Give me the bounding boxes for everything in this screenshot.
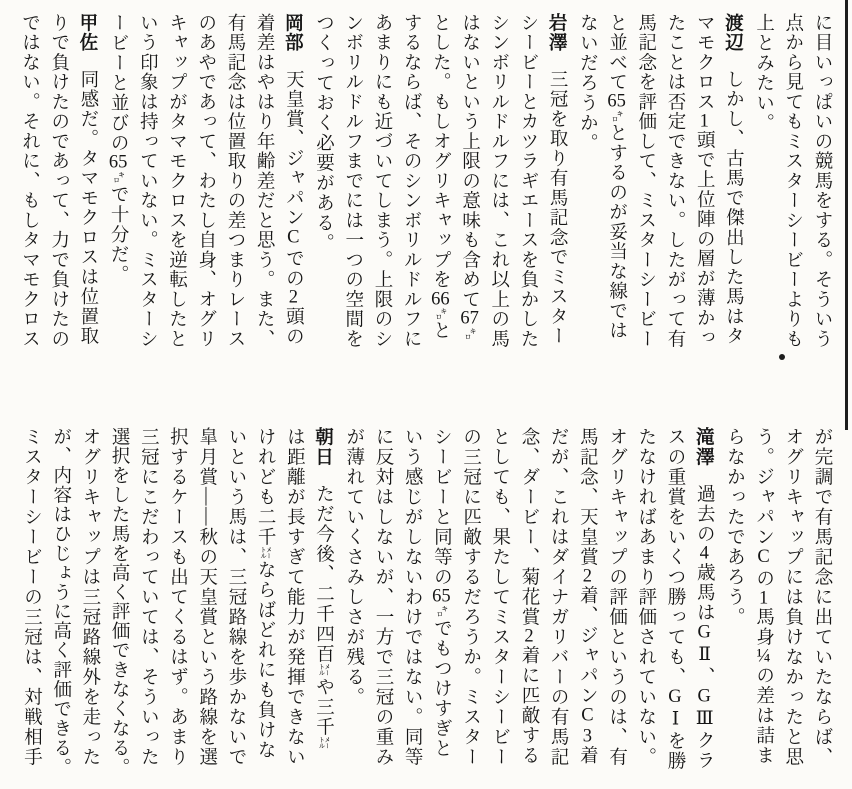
text-column: [543, 427, 572, 777]
text-column: [250, 427, 279, 777]
column-text: キャップがタマモクロスを逆転したと: [166, 13, 187, 349]
text-column: [104, 427, 133, 777]
text-column: [279, 427, 308, 777]
speaker-name: 岩澤: [547, 13, 569, 53]
text-column: [631, 13, 660, 349]
text-column: [718, 13, 748, 349]
text-column: [689, 427, 719, 777]
text-column: [542, 13, 572, 349]
text-column: [308, 427, 338, 777]
column-text: 過去の4歳馬はGⅡ、GⅢクラ: [694, 484, 715, 771]
column-text: 有馬記念は位置取りの差つまりレース: [224, 13, 245, 349]
column-text: 着差はやはり年齢差だと思う。また、: [254, 13, 275, 349]
column-text: シービーとカツラギエースを負かした: [517, 13, 538, 349]
text-column: [249, 13, 278, 349]
text-column: [807, 13, 836, 349]
column-text: スの重賞をいくつ勝っても、GⅠを勝: [664, 427, 685, 771]
text-column: [572, 427, 601, 777]
column-text: シンボリルドルフには、これ以上の馬: [488, 13, 509, 349]
speaker-name: 岡部: [283, 13, 305, 53]
column-text: オグリキャップは三冠路線外を走った: [79, 427, 100, 767]
column-text: 三冠にこだわっていては、そういった: [138, 427, 159, 767]
text-column: [192, 427, 221, 777]
speaker-name: 渡辺: [723, 13, 745, 53]
column-text: 選択をした馬を高く評価できなくなる。: [109, 427, 130, 777]
text-column: [719, 427, 748, 777]
text-column: [308, 13, 337, 349]
text-column: [455, 427, 484, 777]
text-column: [454, 13, 483, 349]
text-column: [75, 427, 104, 777]
column-text: のあやであって、わたし自身、オグリ: [195, 13, 216, 349]
text-column: [278, 13, 308, 349]
text-column: [162, 427, 191, 777]
text-column: [368, 427, 397, 777]
column-text: つくっておく必要がある。: [313, 13, 334, 253]
column-text: ないだろうか。: [577, 13, 598, 153]
text-column: [778, 13, 807, 349]
text-column: [572, 13, 601, 349]
speaker-name: 滝澤: [694, 427, 716, 467]
column-text: ミスターシービーの三冠は、対戦相手: [21, 427, 42, 767]
column-text: たなければあまり評価されていない。: [635, 427, 656, 767]
text-column: [161, 13, 190, 349]
text-column: [748, 427, 777, 777]
text-column: [46, 427, 75, 777]
text-column: [660, 427, 689, 777]
column-text: はないという上限の意味も含めて67㌔: [459, 13, 480, 341]
column-text: 点から見てもミスターシービーよりも: [782, 13, 803, 349]
text-column: [425, 13, 454, 349]
column-text: 馬記念を評価して、ミスターシービー: [635, 13, 656, 349]
text-block-bottom: [16, 427, 836, 777]
text-column: [484, 13, 513, 349]
column-text: と並べて65㌔とするのが妥当な線では: [606, 13, 627, 341]
column-text: りで負けたのであって、力で負けたの: [48, 13, 69, 349]
column-text: ただ今後、二千四百㍍や三千㍍: [313, 484, 334, 750]
text-column: [660, 13, 689, 349]
column-text: しかし、古馬で傑出した馬はタ: [723, 69, 744, 347]
text-column: [73, 13, 103, 349]
text-column: [689, 13, 718, 349]
text-column: [485, 427, 514, 777]
text-column: [221, 427, 250, 777]
column-text: う。ジャパンCの1馬身¼の差は詰ま: [753, 427, 774, 766]
column-text: らなかったであろう。: [724, 427, 745, 627]
speaker-name: 甲佐: [77, 13, 99, 53]
text-column: [778, 427, 807, 777]
text-column: [103, 13, 132, 349]
column-text: ービーと並びの65㌔で十分だ。: [108, 13, 129, 285]
column-text: 念、ダービー、菊花賞2着に匹敵する: [518, 427, 539, 766]
column-text: だが、これはダイナガリバーの有馬記: [548, 427, 569, 767]
column-text: は距離が長すぎて能力が発揮できない: [284, 427, 305, 767]
column-text: ではない。それに、もしタマモクロス: [19, 13, 40, 349]
column-text: 択するケースも出てくるはず。あまり: [167, 427, 188, 767]
text-column: [133, 427, 162, 777]
column-text: するならば、そのシンボリルドルフに: [401, 13, 422, 349]
text-column: [601, 13, 630, 349]
text-column: [16, 427, 45, 777]
right-edge-rule: [845, 0, 848, 430]
text-column: [132, 13, 161, 349]
text-column: [514, 427, 543, 777]
column-text: シービーと同等の65㌔でもつけすぎと: [431, 427, 452, 759]
column-text: が薄れていくさみしさが残る。: [343, 427, 364, 707]
column-text: オグリキャップの評価というのは、有: [606, 427, 627, 767]
text-column: [14, 13, 43, 349]
text-column: [191, 13, 220, 349]
speaker-name: 朝日: [313, 427, 335, 467]
column-text: マモクロス1頭で上位陣の層が薄かっ: [694, 13, 715, 348]
column-text: 上とみたい。: [753, 13, 774, 133]
column-text: 同感だ。タマモクロスは位置取: [77, 69, 98, 347]
text-column: [807, 427, 836, 777]
text-column: [748, 13, 777, 349]
text-column: [367, 13, 396, 349]
column-text: あまりにも近づいてしまう。上限のシ: [371, 13, 392, 349]
column-text: が、内容はひじょうに高く評価できる。: [50, 427, 71, 777]
text-column: [338, 13, 367, 349]
column-text: としても、果たしてミスターシービー: [489, 427, 510, 767]
column-text: いう印象は持っていない。ミスターシ: [137, 13, 158, 349]
column-text: 三冠を取り有馬記念でミスター: [547, 69, 568, 347]
column-text: に反対はしないが、一方で三冠の重み: [372, 427, 393, 767]
column-text: けれども二千㍍ならばどれにも負けな: [255, 427, 276, 760]
column-text: たことは否定できない。したがって有: [664, 13, 685, 349]
ink-dot: [779, 354, 785, 360]
text-column: [220, 13, 249, 349]
column-text: とした。もしオグリキャップを66㌔と: [430, 13, 451, 341]
column-text: オグリキャップには負けなかったと思: [782, 427, 803, 767]
column-text: の三冠に匹敵するだろうか。ミスター: [460, 427, 481, 767]
column-text: が完調で有馬記念に出ていたならば、: [812, 427, 832, 767]
text-column: [631, 427, 660, 777]
text-column: [396, 13, 425, 349]
text-column: [339, 427, 368, 777]
column-text: に目いっぱいの競馬をする。そういう: [812, 13, 832, 349]
column-text: いう感じがしないわけではない。同等: [402, 427, 423, 767]
text-block-top: [14, 13, 836, 349]
text-column: [513, 13, 542, 349]
text-column: [601, 427, 630, 777]
text-column: [44, 13, 73, 349]
column-text: ンボリルドルフまでには一つの空間を: [342, 13, 363, 349]
text-column: [426, 427, 455, 777]
column-text: 天皇賞、ジャパンCでの2頭の: [283, 69, 304, 347]
column-text: いという馬は、三冠路線を歩かないで: [225, 427, 246, 767]
column-text: 皐月賞――秋の天皇賞という路線を選: [196, 427, 217, 767]
text-column: [397, 427, 426, 777]
column-text: 馬記念、天皇賞2着、ジャパンC3着: [577, 427, 598, 766]
